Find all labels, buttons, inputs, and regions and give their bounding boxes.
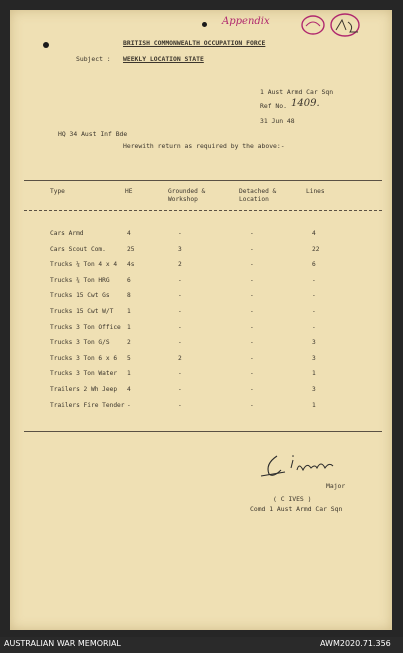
header-grounded: Grounded & Workshop bbox=[168, 188, 206, 203]
cell-he: 1 bbox=[127, 323, 131, 331]
cell-detached: - bbox=[250, 323, 254, 331]
cell-type: Trucks 3 Ton G/S bbox=[50, 339, 110, 347]
cell-grounded: - bbox=[178, 386, 182, 393]
cell-lines: - bbox=[312, 276, 316, 284]
cell-detached: - bbox=[250, 292, 254, 300]
table-row bbox=[10, 370, 392, 380]
cell-detached: - bbox=[250, 386, 254, 393]
cell-type: Trucks 3 Ton Water bbox=[50, 370, 118, 378]
table-row bbox=[10, 386, 392, 396]
cell-detached: - bbox=[250, 245, 254, 253]
cell-grounded: - bbox=[178, 276, 182, 284]
punch-hole-mark bbox=[43, 42, 49, 48]
subject-value: WEEKLY LOCATION STATE bbox=[123, 55, 204, 63]
cell-type: Trucks ¼ Ton 4 x 4 bbox=[50, 261, 118, 269]
cell-he: 4 bbox=[127, 230, 131, 237]
header-detached: Detached & Location bbox=[239, 188, 277, 203]
table-row bbox=[10, 292, 392, 302]
cell-grounded: - bbox=[178, 339, 182, 347]
cell-lines: 1 bbox=[312, 370, 316, 378]
cell-lines: 4 bbox=[312, 230, 316, 237]
document-title: BRITISH COMMONWEALTH OCCUPATION FORCE bbox=[123, 39, 266, 47]
appendix-stamp: Appendix bbox=[222, 16, 270, 27]
cell-detached: - bbox=[250, 261, 254, 269]
unit-name: 1 Aust Armd Car Sqn bbox=[260, 88, 334, 96]
cell-lines: 3 bbox=[312, 339, 316, 347]
cell-detached: - bbox=[250, 308, 254, 315]
signatory-name: ( C IVES ) bbox=[273, 495, 312, 503]
cell-type: Cars Armd bbox=[50, 230, 84, 237]
cell-grounded: - bbox=[178, 292, 182, 300]
cell-type: Trucks 15 Cwt Gs bbox=[50, 292, 110, 300]
cell-he: 6 bbox=[127, 276, 131, 284]
cell-detached: - bbox=[250, 370, 254, 378]
cell-type: Trucks 15 Cwt W/T bbox=[50, 308, 114, 315]
ref-label: Ref No. bbox=[260, 102, 287, 110]
table-bottom-rule bbox=[24, 431, 382, 432]
table-row bbox=[10, 402, 392, 412]
cell-lines: 1 bbox=[312, 401, 316, 409]
subject-label: Subject : bbox=[76, 55, 111, 63]
cell-type: Trucks ¾ Ton HRG bbox=[50, 276, 110, 284]
cell-detached: - bbox=[250, 230, 254, 237]
cell-type: Cars Scout Com. bbox=[50, 245, 106, 253]
cell-he: 1 bbox=[127, 370, 131, 378]
table-row bbox=[10, 246, 392, 256]
cell-he: 1 bbox=[127, 308, 131, 315]
cell-grounded: - bbox=[178, 370, 182, 378]
circle-stamp-icon bbox=[300, 14, 326, 36]
cell-grounded: 2 bbox=[178, 354, 182, 362]
table-row bbox=[10, 308, 392, 318]
cell-he: 25 bbox=[127, 245, 135, 253]
cell-lines: 6 bbox=[312, 261, 316, 269]
cell-grounded: - bbox=[178, 323, 182, 331]
table-row bbox=[10, 230, 392, 240]
cell-type: Trucks 3 Ton Office bbox=[50, 323, 121, 331]
document-date: 31 Jun 48 bbox=[260, 117, 295, 125]
cell-lines: 3 bbox=[312, 386, 316, 393]
cell-detached: - bbox=[250, 339, 254, 347]
cell-detached: - bbox=[250, 276, 254, 284]
cell-type: Trucks 3 Ton 6 x 6 bbox=[50, 354, 118, 362]
table-row bbox=[10, 339, 392, 349]
footer-right: AWM2020.71.356 bbox=[320, 639, 391, 648]
cell-lines: 22 bbox=[312, 245, 320, 253]
cell-lines: - bbox=[312, 292, 316, 300]
signatory-rank: Major bbox=[326, 482, 346, 490]
cell-he: 4s bbox=[127, 261, 135, 269]
signatory-position: Comd 1 Aust Armd Car Sqn bbox=[250, 505, 343, 513]
signature-script bbox=[265, 460, 292, 468]
ref-number: 1409. bbox=[291, 98, 320, 109]
cell-grounded: - bbox=[178, 230, 182, 237]
table-top-rule bbox=[24, 180, 382, 181]
cell-lines: - bbox=[312, 308, 316, 315]
cell-he: 5 bbox=[127, 354, 131, 362]
header-type: Type bbox=[50, 188, 65, 195]
cell-type: Trailers 2 Wh Jeep bbox=[50, 386, 118, 393]
cell-grounded: - bbox=[178, 308, 182, 315]
table-row bbox=[10, 355, 392, 365]
cell-grounded: - bbox=[178, 401, 182, 409]
cell-lines: - bbox=[312, 323, 316, 331]
cell-he: 8 bbox=[127, 292, 131, 300]
header-lines: Lines bbox=[306, 188, 325, 195]
punch-hole-mark bbox=[202, 22, 207, 27]
cell-grounded: 3 bbox=[178, 245, 182, 253]
cell-type: Trailers Fire Tender bbox=[50, 401, 125, 409]
footer-left: AUSTRALIAN WAR MEMORIAL bbox=[4, 639, 121, 648]
cell-grounded: 2 bbox=[178, 261, 182, 269]
addressee: HQ 34 Aust Inf Bde bbox=[58, 130, 128, 138]
table-row bbox=[10, 261, 392, 271]
intro-text: Herewith return as required by the above:- bbox=[123, 142, 285, 150]
table-row bbox=[10, 324, 392, 334]
cell-detached: - bbox=[250, 401, 254, 409]
document-page bbox=[10, 10, 392, 630]
table-header-rule bbox=[24, 210, 382, 211]
header-he: HE bbox=[125, 188, 133, 195]
cell-he: 4 bbox=[127, 386, 131, 393]
cell-he: - bbox=[127, 401, 131, 409]
cell-lines: 3 bbox=[312, 354, 316, 362]
cell-detached: - bbox=[250, 354, 254, 362]
cell-he: 2 bbox=[127, 339, 131, 347]
table-row bbox=[10, 277, 392, 287]
initials-stamp-icon bbox=[328, 12, 362, 40]
